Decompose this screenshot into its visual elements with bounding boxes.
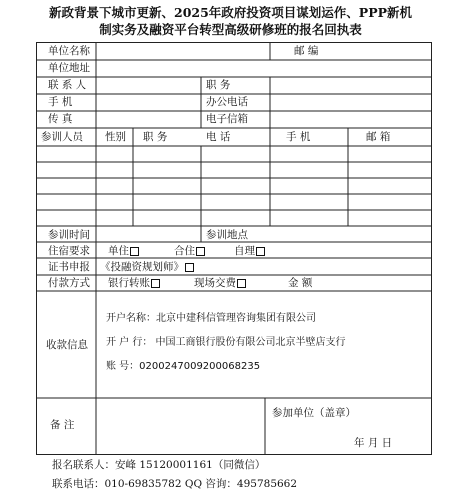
certificate-checkbox[interactable] bbox=[185, 263, 194, 272]
payment-cash-option[interactable] bbox=[194, 277, 246, 290]
fax-label: 传 真 bbox=[48, 113, 73, 125]
payment-bank-option[interactable] bbox=[108, 277, 160, 290]
form-title-line2: 制实务及融资平台转型高级研修班的报名回执表 bbox=[99, 22, 362, 37]
postcode-label: 邮 编 bbox=[294, 45, 319, 57]
lodging-shared-checkbox[interactable] bbox=[196, 247, 205, 256]
train-time-label: 参训时间 bbox=[48, 229, 90, 241]
lodging-single-text: 单住 bbox=[108, 245, 129, 257]
contact-label: 联 系 人 bbox=[48, 79, 87, 91]
certificate-option[interactable] bbox=[100, 261, 194, 274]
payment-label: 付款方式 bbox=[48, 277, 90, 289]
form-title-line1: 新政背景下城市更新、2025年政府投资项目谋划运作、PPP新机 bbox=[49, 5, 412, 20]
payment-cash-checkbox[interactable] bbox=[237, 279, 246, 288]
mobile-header: 手 机 bbox=[286, 131, 311, 143]
lodging-label: 住宿要求 bbox=[48, 245, 90, 257]
receipt-label: 收款信息 bbox=[46, 339, 88, 351]
payment-bank-checkbox[interactable] bbox=[151, 279, 160, 288]
unit-name-label: 单位名称 bbox=[48, 45, 90, 57]
phone-header: 电 话 bbox=[206, 131, 231, 143]
mobile-label: 手 机 bbox=[48, 96, 73, 108]
payment-cash-text: 现场交费 bbox=[194, 277, 236, 289]
email-label: 电子信箱 bbox=[206, 113, 248, 125]
lodging-self-checkbox[interactable] bbox=[256, 247, 265, 256]
footer-contact-person: 报名联系人：安峰 15120001161（同微信） bbox=[52, 459, 266, 471]
receipt-bank: 开 户 行： 中国工商银行股份有限公司北京半壁店支行 bbox=[106, 337, 346, 348]
certificate-label: 证书申报 bbox=[48, 261, 90, 273]
registration-form bbox=[36, 42, 432, 455]
payment-bank-text: 银行转账 bbox=[108, 277, 150, 289]
lodging-self-text: 自理 bbox=[234, 245, 255, 257]
train-place-label: 参训地点 bbox=[206, 229, 248, 241]
lodging-shared-option[interactable] bbox=[174, 245, 205, 258]
office-phone-label: 办公电话 bbox=[206, 96, 248, 108]
lodging-shared-text: 合住 bbox=[174, 245, 195, 257]
position-header: 职 务 bbox=[143, 131, 168, 143]
certificate-option-text: 《投融资规划师》 bbox=[100, 261, 184, 273]
lodging-self-option[interactable] bbox=[234, 245, 265, 258]
seal-label: 参加单位（盖章） bbox=[272, 407, 356, 419]
position-label: 职 务 bbox=[206, 79, 231, 91]
lodging-single-option[interactable] bbox=[108, 245, 139, 258]
payment-amount-label: 金 额 bbox=[288, 277, 313, 289]
unit-address-label: 单位地址 bbox=[48, 62, 90, 74]
lodging-single-checkbox[interactable] bbox=[130, 247, 139, 256]
gender-header: 性别 bbox=[105, 131, 126, 143]
date-label: 年 月 日 bbox=[354, 437, 393, 449]
receipt-account-no: 账 号：0200247009200068235 bbox=[106, 361, 261, 372]
email-header: 邮 箱 bbox=[366, 131, 391, 143]
footer-contact-phone: 联系电话：010-69835782 QQ 咨询：495785662 bbox=[52, 478, 298, 490]
receipt-account-name: 开户名称：北京中建科信管理咨询集团有限公司 bbox=[106, 313, 316, 324]
remark-label: 备 注 bbox=[50, 419, 75, 431]
participants-label: 参训人员 bbox=[41, 131, 83, 143]
